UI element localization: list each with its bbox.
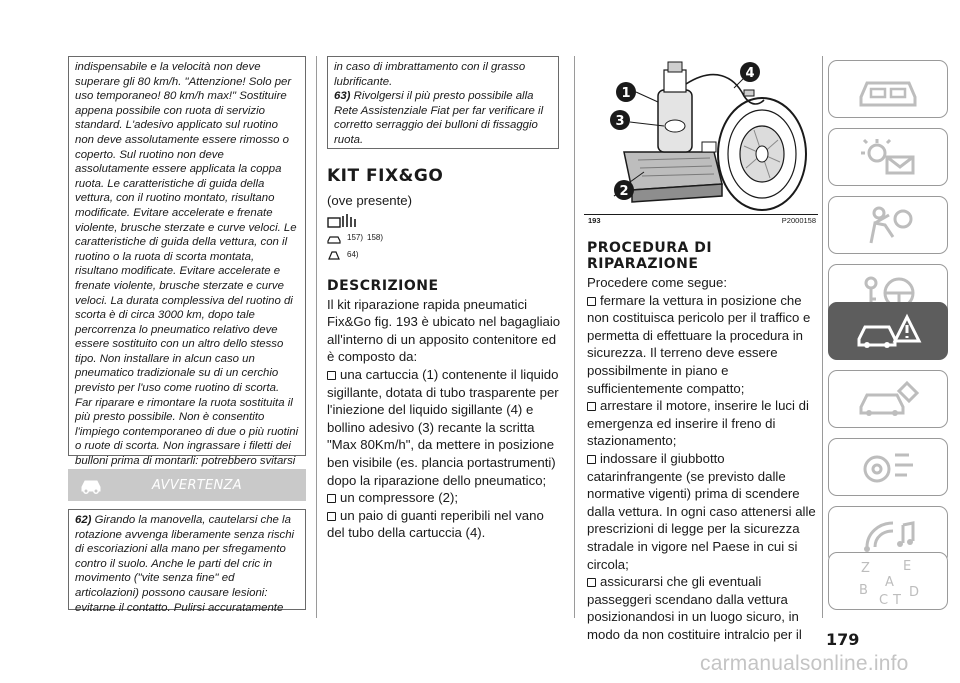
fix-and-go-kit-illustration	[584, 56, 818, 216]
warning-title: AVVERTENZA	[152, 477, 242, 493]
figure-caption-line	[584, 214, 818, 215]
bullet-icon	[587, 297, 596, 306]
warning-car-icon	[78, 475, 104, 495]
nav-thumb-lights[interactable]	[828, 128, 948, 186]
column-2-textbox	[327, 56, 559, 149]
callout-1: 1	[621, 86, 631, 101]
nav-thumb-index[interactable]	[828, 552, 948, 610]
callout-3: 3	[615, 114, 625, 129]
car-dashboard-icon	[853, 67, 923, 111]
procedure-step-stop: fermare la vettura in posizione che non costituisca pericolo per il traffico e permetta di effettuare la procedura in sicurezza. Il terreno deve essere possibilmente in piano e sufficientemente compatto;	[587, 292, 811, 396]
tools-icon	[327, 213, 357, 229]
caution-hand-icon	[327, 249, 341, 261]
maintenance-car-icon	[853, 377, 923, 421]
procedure-step-passengers: assicurarsi che gli eventuali passeggeri scendano dalla vettura posizionandosi in un luogo sicuro, in modo da non costituire intralcio per il	[587, 574, 802, 642]
reference-icons	[327, 213, 563, 271]
kit-item-cartridge: una cartuccia (1) contenente il liquido sigillante, dotata di tubo trasparente per l'iniezione del liquido sigillante (4) e bollino adesivo (3) recante la scritta "Max 80Km/h", da mettere in posizione ben visibile (es. plancia portastrumenti) dopo la riparazione dello pneumatico;	[327, 366, 559, 488]
svg-text:T: T	[893, 593, 901, 606]
nav-thumb-safety[interactable]	[828, 196, 948, 254]
caution-car-icon	[327, 233, 341, 245]
lights-messages-icon	[853, 135, 923, 179]
description-intro: Il kit riparazione rapida pneumatici Fix&Go fig. 193 è ubicato nel bagagliaio all'interno di un apposito contenitore ed è composto da:	[327, 296, 561, 365]
column-separator-1	[316, 56, 317, 618]
column-separator-2	[574, 56, 575, 618]
warning-body: Girando la manovella, cautelarsi che la rotazione avvenga liberamente senza rischi di escoriazioni alla mano per sfregamento contro il suolo. Anche le parti del cric in movimento ("vite senza fine" ed articolazioni) possono causare lesioni: evitarne il contatto. Pulirsi accuratamente	[75, 514, 295, 614]
reference-157: 157)	[347, 232, 364, 242]
column-separator-3	[822, 56, 823, 618]
nav-thumb-emergency[interactable]	[828, 302, 948, 360]
svg-text:A: A	[885, 575, 894, 590]
bolt-check-text	[334, 89, 552, 147]
callout-2: 2	[619, 184, 629, 199]
kit-subtitle: (ove presente)	[327, 193, 413, 208]
safety-airbag-icon	[853, 203, 923, 247]
spare-wheel-warning-text: indispensabile e la velocità non deve superare gli 80 km/h. "Attenzione! Solo per uso temporaneo! 80 km/h max!" Sostituire appena possibile con ruota di servizio standard. L'adesivo applicato sul ruotino non deve assolutamente essere rimosso o coperto. Sul ruotino non deve assolutamente essere applicata la coppa ruota. Le caratteristiche di guida della vettura, con il ruotino montato, risultano modificate. Evitare accelerate e frenate violente, brusche sterzate e curve veloci. Le caratteristiche di guida della vettura, con il ruotino o la ruota di scorta montata, risultano modificate. Evitare accelerate e frenate violente, brusche sterzate e curve veloci. La durata complessiva del ruotino di scorta è di circa 3000 km, dopo tale percorrenza lo pneumatico relativo deve essere sostituito con un altro dello stesso tipo. Non installare in alcun caso un pneumatico tradizionale su di un cerchio previsto per l'uso come ruotino di scorta. Far riparare e rimontare la ruota sostituita il più presto possibile. Non è consentito l'impiego contemporaneo di due o più ruotini o ruote di scorta. Non ingrassare i filetti dei bulloni prima di montarli: potrebbero svitarsi	[75, 61, 299, 468]
warning-box	[68, 509, 306, 614]
bullet-icon	[587, 402, 596, 411]
nav-thumb-technical[interactable]	[828, 438, 948, 496]
bullet-icon	[587, 578, 596, 587]
svg-text:Z: Z	[861, 561, 870, 576]
page-number: 179	[826, 630, 860, 649]
bullet-icon	[327, 512, 336, 521]
procedure-intro: Procedere come segue:	[587, 275, 728, 290]
svg-text:D: D	[909, 585, 920, 600]
emergency-car-icon	[853, 309, 923, 353]
nav-thumb-dashboard[interactable]	[828, 60, 948, 118]
procedure-title-line-1: PROCEDURA DI	[587, 240, 713, 256]
bolt-note-body: Rivolgersi il più presto possibile alla Rete Assistenziale Fiat per far verificare il corretto serraggio dei bulloni di fissaggio ruota.	[334, 90, 544, 146]
svg-text:E: E	[903, 559, 912, 574]
warning-number: 62)	[75, 514, 92, 526]
kit-title: KIT FIX&GO	[327, 166, 444, 186]
bullet-icon	[327, 371, 336, 380]
warning-band	[68, 469, 306, 501]
column-1-textbox	[68, 56, 306, 468]
svg-text:C: C	[879, 593, 889, 606]
bullet-icon	[587, 455, 596, 464]
bullet-icon	[327, 494, 336, 503]
kit-section	[327, 166, 563, 542]
technical-data-icon	[853, 445, 923, 489]
nav-thumb-maintenance[interactable]	[828, 370, 948, 428]
procedure-step-vest: indossare il giubbotto catarinfrangente (se previsto dalle normative vigenti) prima di scendere dalla vettura. In ogni caso attenersi alle prescrizioni di legge per la sicurezza stradale in vigore nel Paese in cui si circola;	[587, 450, 816, 572]
warning-text	[75, 513, 299, 615]
figure-193	[584, 56, 818, 226]
procedure-section	[587, 240, 819, 643]
procedure-title-line-2: RIPARAZIONE	[587, 256, 699, 272]
reference-64: 64)	[347, 249, 359, 259]
figure-code: P2000158	[781, 216, 816, 225]
description-title: DESCRIZIONE	[327, 277, 439, 294]
figure-number: 193	[588, 216, 601, 225]
procedure-step-engine: arrestare il motore, inserire le luci di emergenza ed inserire il freno di stazionamento;	[587, 398, 809, 449]
kit-item-compressor: un compressore (2);	[327, 489, 563, 507]
bolt-note-number: 63)	[334, 90, 351, 103]
grease-text: in caso di imbrattamento con il grasso lubrificante.	[334, 61, 526, 88]
reference-158: 158)	[367, 232, 384, 242]
index-letters-icon	[853, 556, 923, 606]
watermark: carmanualsonline.info	[700, 652, 909, 675]
svg-text:B: B	[859, 583, 868, 598]
multimedia-icon	[853, 513, 923, 557]
callout-4: 4	[745, 66, 755, 81]
kit-item-gloves: un paio di guanti reperibili nel vano del tubo della cartuccia (4).	[327, 507, 544, 541]
